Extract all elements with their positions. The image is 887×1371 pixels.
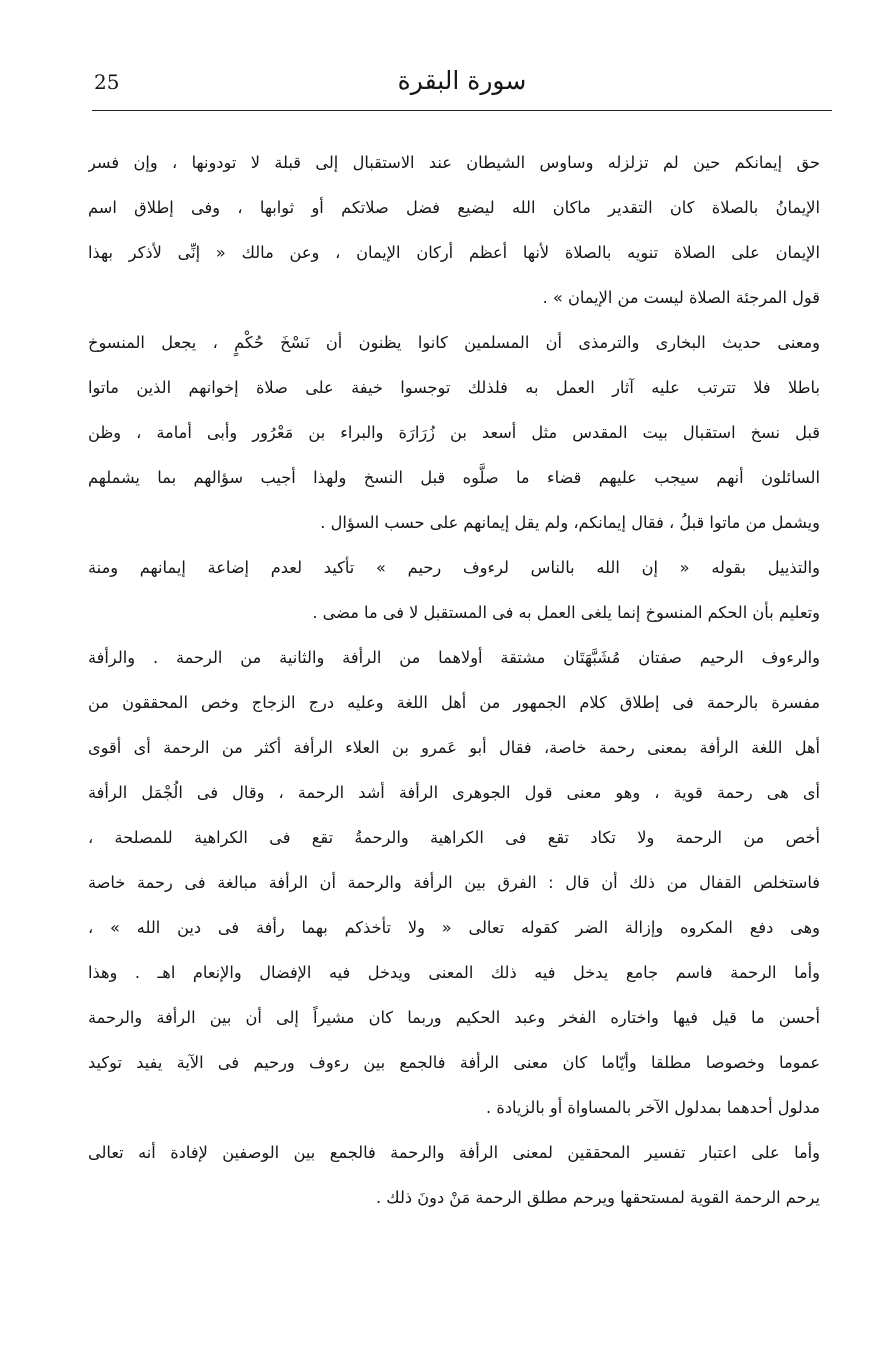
paragraph-4 xyxy=(88,635,820,1130)
text-line: أخص من الرحمة ولا تكاد تقع فى الكراهية والرحمةُ تقع فى الكراهية للمصلحة ، xyxy=(88,828,820,847)
text-line: قبل نسخ استقبال بيت المقدس مثل أسعد بن زُرَارَة والبراء بن مَعْرُور وأبى أمامة ، وظن xyxy=(88,423,820,442)
text-line: الإيمان على الصلاة تنويه بالصلاة لأنها أعظم أركان الإيمان ، وعن مالك « إنِّى لأذكر بهذا xyxy=(88,243,820,262)
text-line: مدلول أحدهما بمدلول الآخر بالمساواة أو بالزيادة . xyxy=(486,1098,820,1117)
text-line: حق إيمانكم حين لم تزلزله وساوس الشيطان عند الاستقبال إلى قبلة لا تودونها ، وإن فسر xyxy=(88,153,820,172)
paragraph-5 xyxy=(88,1130,820,1220)
text-line: عموما وخصوصا مطلقا وأيّاما كان معنى الرأفة فالجمع بين رءوف ورحيم فى الآية يفيد توكيد xyxy=(88,1053,820,1072)
text-line: وتعليم بأن الحكم المنسوخ إنما يلغى العمل به فى المستقبل لا فى ما مضى . xyxy=(312,603,820,622)
text-line: ويشمل من ماتوا قبلُ ، فقال إيمانكم، ولم يقل إيمانهم على حسب السؤال . xyxy=(320,513,820,532)
text-line: قول المرجئة الصلاة ليست من الإيمان » . xyxy=(542,288,820,307)
paragraph-3 xyxy=(88,545,820,635)
text-line: وهى دفع المكروه وإزالة الضر كقوله تعالى « ولا تأخذكم بهما رأفة فى دين الله » ، xyxy=(88,918,820,937)
text-line: ومعنى حديث البخارى والترمذى أن المسلمين كانوا يظنون أن نَسْخَ حُكْمٍ ، يجعل المنسوخ xyxy=(88,333,820,352)
paragraph-2 xyxy=(88,320,820,545)
page-header xyxy=(92,62,832,108)
header-divider xyxy=(92,110,832,111)
paragraph-1 xyxy=(88,140,820,320)
page-number: 25 xyxy=(94,70,120,94)
text-line: والرءوف الرحيم صفتان مُشَبَّهَتَان مشتقة أولاهما من الرأفة والثانية من الرحمة . والرأفة xyxy=(88,648,820,667)
surah-title: سورة البقرة xyxy=(397,66,527,95)
text-line: والتذييل بقوله « إن الله بالناس لرءوف رحيم » تأكيد لعدم إضاعة إيمانهم ومنة xyxy=(88,558,820,577)
text-line: وأما على اعتبار تفسير المحققين لمعنى الرأفة والرحمة فالجمع بين الوصفين لإفادة أنه تعالى xyxy=(88,1143,820,1162)
text-line: أهل اللغة الرأفة بمعنى رحمة خاصة، فقال أبو عَمرو بن العلاء الرأفة أكثر من الرحمة أى أقوى xyxy=(88,738,820,757)
body-text xyxy=(88,140,820,1220)
text-line: أى هى رحمة قوية ، وهو معنى قول الجوهرى الرأفة أشد الرحمة ، وقال فى الُجْمَل الرأفة xyxy=(88,783,820,802)
text-line: مفسرة بالرحمة فى إطلاق كلام الجمهور من أهل اللغة وعليه درج الزجاج وخص المحققون من xyxy=(88,693,820,712)
text-line: أحسن ما قيل فيها واختاره الفخر وعبد الحكيم وربما كان مشيراً إلى أن بين الرأفة والرحمة xyxy=(88,1008,820,1027)
text-line: باطلا فلا تترتب عليه آثار العمل به فلذلك توجسوا خيفة على صلاة إخوانهم الذين ماتوا xyxy=(88,378,820,397)
text-line: يرحم الرحمة القوية لمستحقها ويرحم مطلق الرحمة مَنْ دونَ ذلك . xyxy=(376,1188,820,1207)
text-line: وأما الرحمة فاسم جامع يدخل فيه ذلك المعنى ويدخل فيه الإفضال والإنعام اهـ . وهذا xyxy=(88,963,820,982)
text-line: الإيمانُ بالصلاة كان التقدير ماكان الله ليضيع فضل صلاتكم أو ثوابها ، وفى إطلاق اسم xyxy=(88,198,820,217)
text-line: فاستخلص القفال من ذلك أن قال : الفرق بين الرأفة والرحمة أن الرأفة مبالغة فى رحمة خاصة xyxy=(88,873,820,892)
text-line: السائلون أنهم سيجب عليهم قضاء ما صلَّوه قبل النسخ ولهذا أجيب سؤالهم بما يشملهم xyxy=(88,468,820,487)
